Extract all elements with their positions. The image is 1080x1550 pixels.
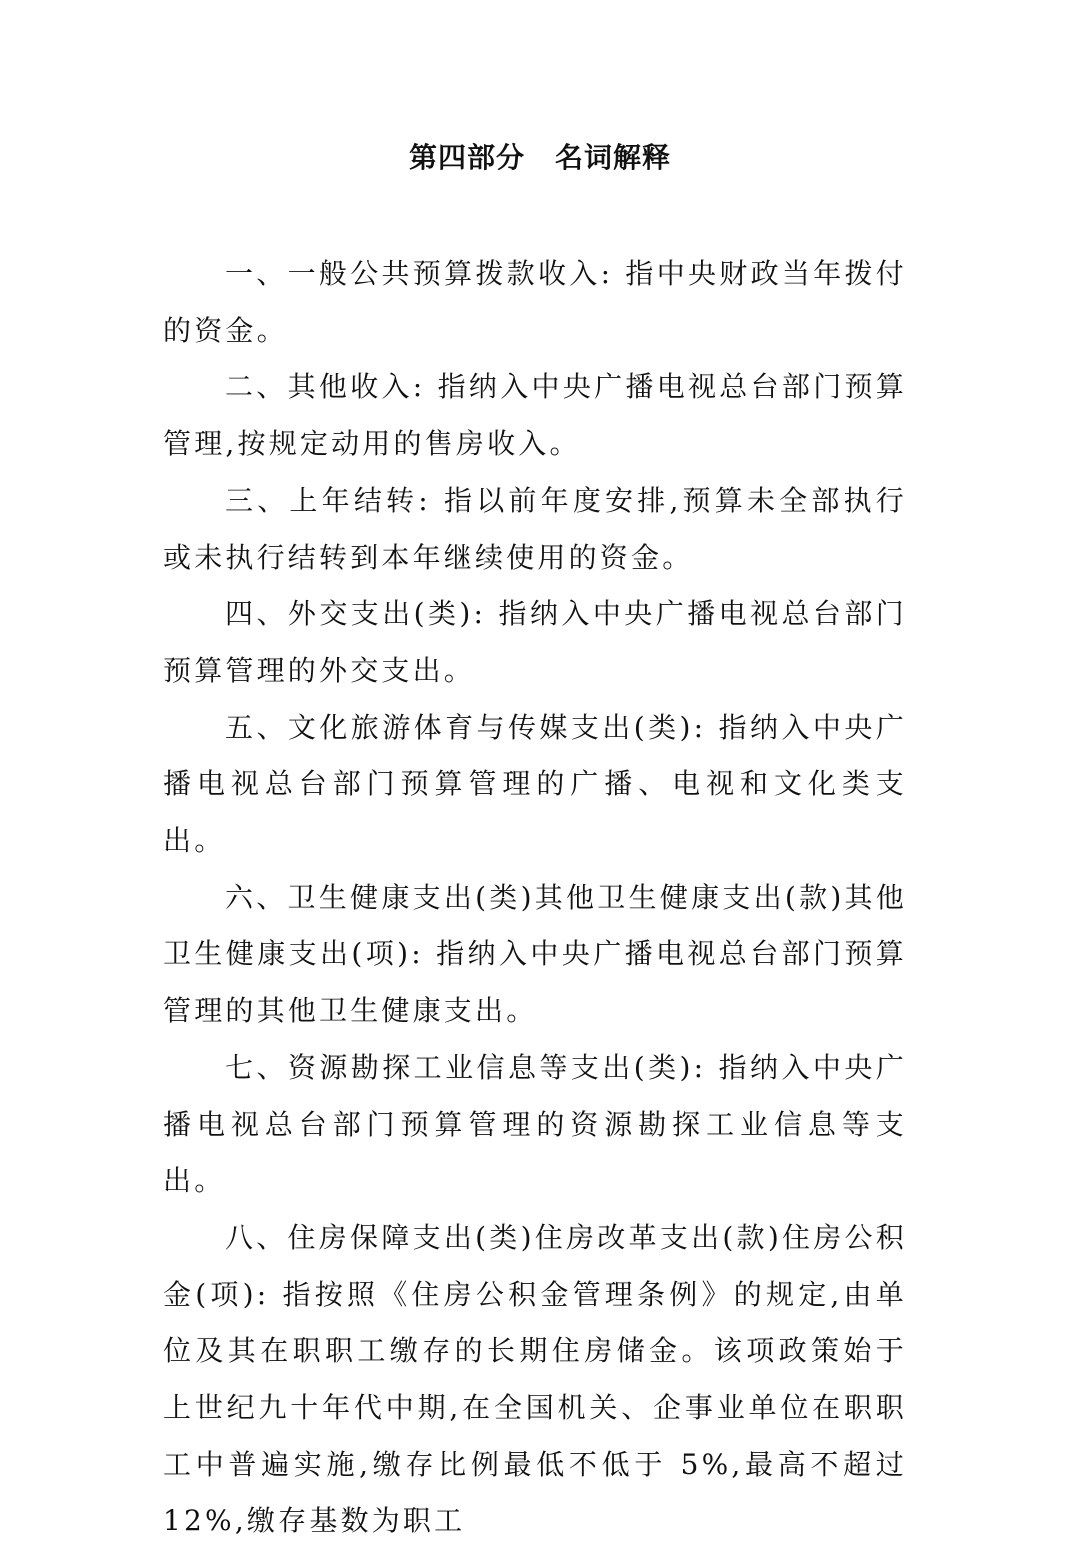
paragraph-5: 五、文化旅游体育与传媒支出(类): 指纳入中央广播电视总台部门预算管理的广播、电视和文化类支出。: [163, 710, 907, 858]
document-body: [163, 246, 907, 1550]
paragraph-6: 六、卫生健康支出(类)其他卫生健康支出(款)其他卫生健康支出(项): 指纳入中央广播电视总台部门预算管理的其他卫生健康支出。: [163, 880, 907, 1028]
paragraph-8: 八、住房保障支出(类)住房改革支出(款)住房公积金(项): 指按照《住房公积金管理条例》的规定,由单位及其在职职工缴存的长期住房储金。该项政策始于上世纪九十年代中期,在全国机关、企事业单位在职职工中普遍实施,缴存比例最低不低于 5%,最高不超过 12%,缴存基数为职工: [163, 1220, 907, 1538]
paragraph-1: 一、一般公共预算拨款收入: 指中央财政当年拨付的资金。: [163, 257, 907, 347]
paragraph-7: 七、资源勘探工业信息等支出(类): 指纳入中央广播电视总台部门预算管理的资源勘探工业信息等支出。: [163, 1050, 907, 1198]
title-part: 第四部分: [408, 141, 525, 174]
paragraph-2: 二、其他收入: 指纳入中央广播电视总台部门预算管理,按规定动用的售房收入。: [163, 370, 907, 461]
paragraph-4: 四、外交支出(类): 指纳入中央广播电视总台部门预算管理的外交支出。: [163, 597, 907, 687]
title-name: 名词解释: [555, 141, 672, 174]
page-title: [0, 136, 1080, 180]
paragraph-3: 三、上年结转: 指以前年度安排,预算未全部执行或未执行结转到本年继续使用的资金。: [163, 483, 907, 574]
